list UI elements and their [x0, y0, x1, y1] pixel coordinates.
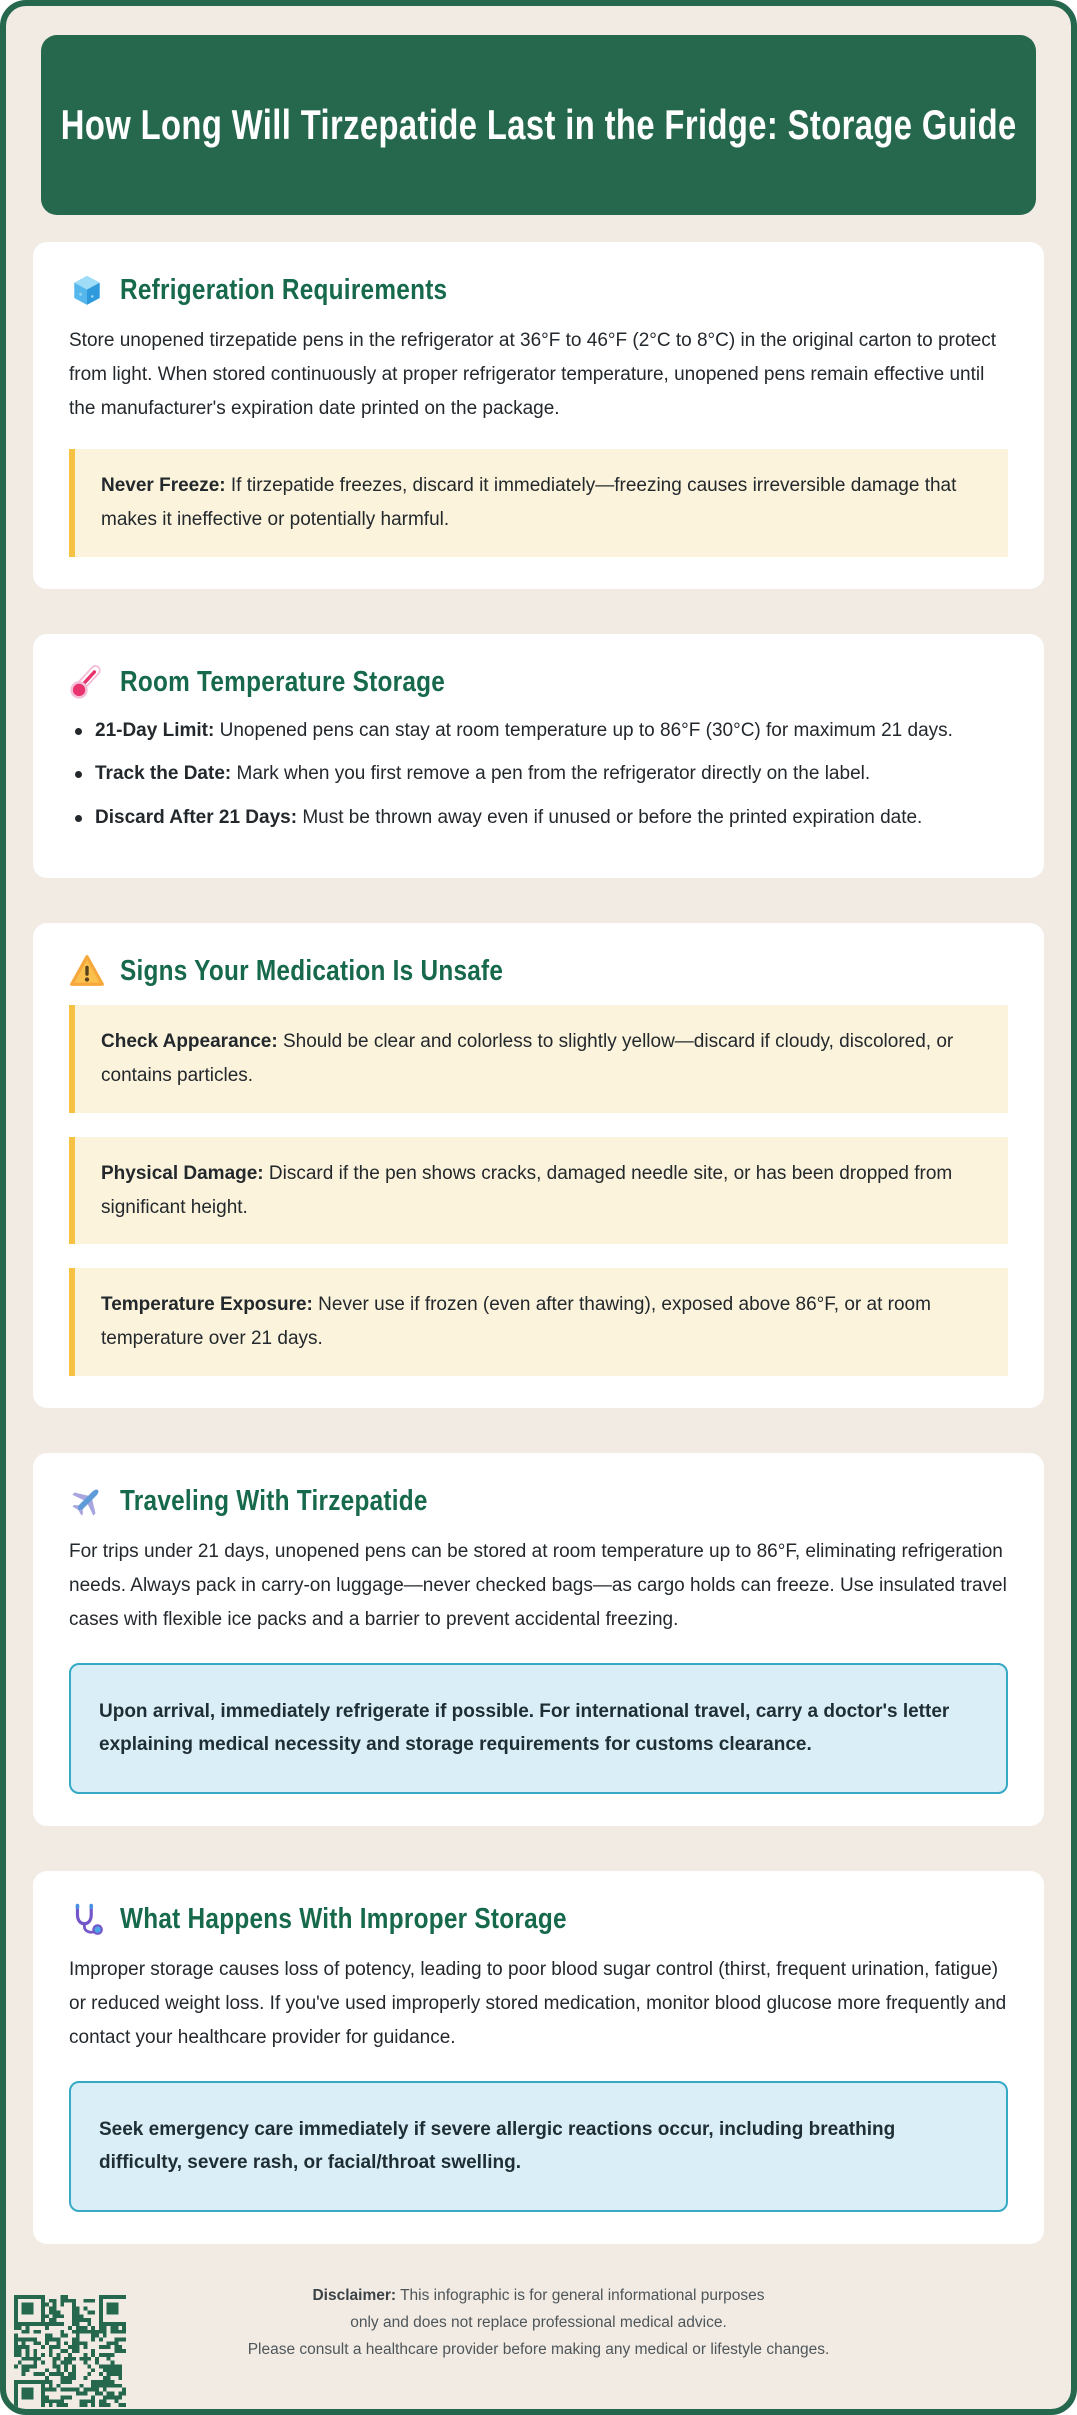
warning-callout: [69, 1137, 1008, 1245]
disclaimer-lead: Disclaimer:: [312, 2287, 397, 2305]
warning-callout: [69, 1005, 1008, 1113]
info-callout: Upon arrival, immediately refrigerate if possible. For international travel, carry a doctor's letter explaining medical necessity and storage requirements for customs clearance.: [69, 1663, 1008, 1795]
stethoscope-icon: [69, 1901, 105, 1937]
section-paragraph: For trips under 21 days, unopened pens can be stored at room temperature up to 86°F, eliminating refrigeration needs. Always pack in carry-on luggage—never checked bags—as cargo holds can freeze. Use insulated travel cases with flexible ice packs and a barrier to prevent accidental freezing.: [69, 1541, 1007, 1630]
qr-code: [14, 2295, 126, 2407]
warning-lead: Temperature Exposure:: [101, 1294, 313, 1316]
card-heading: [69, 664, 1008, 700]
disclaimer-line: only and does not replace professional medical advice.: [350, 2314, 727, 2332]
warning-callout: [69, 1268, 1008, 1376]
warning-text: Should be clear and colorless to slightly yellow—discard if cloudy, discolored, or contains particles.: [101, 1031, 954, 1087]
list-item: [69, 803, 1008, 833]
disclaimer: [159, 2244, 919, 2363]
info-callout: Seek emergency care immediately if severe allergic reactions occur, including breathing difficulty, severe rash, or facial/throat swelling.: [69, 2081, 1008, 2213]
section-title: Traveling With Tirzepatide: [120, 1484, 428, 1517]
warning-text: Never use if frozen (even after thawing), exposed above 86°F, or at room temperature over 21 days.: [101, 1294, 931, 1350]
section-paragraph: Improper storage causes loss of potency, leading to poor blood sugar control (thirst, frequent urination, fatigue) or reduced weight loss. If you've used improperly stored medication, monitor blood glucose more frequently and contact your healthcare provider for guidance.: [69, 1959, 1007, 2048]
card-signs-medication-unsafe: [33, 923, 1044, 1408]
warning-icon: [69, 953, 105, 989]
thermometer-icon: [69, 664, 105, 700]
card-refrigeration-requirements: [33, 242, 1044, 589]
card-improper-storage: [33, 1871, 1044, 2244]
bullet-text: Unopened pens can stay at room temperature up to 86°F (30°C) for maximum 21 days.: [219, 720, 953, 742]
page-title: How Long Will Tirzepatide Last in the Fridge: Storage Guide: [60, 101, 1017, 148]
warning-lead: Never Freeze:: [101, 475, 226, 497]
ice-cube-icon: [69, 272, 105, 308]
card-heading: [69, 953, 1008, 989]
card-heading: [69, 1483, 1008, 1519]
section-paragraph: Store unopened tirzepatide pens in the refrigerator at 36°F to 46°F (2°C to 8°C) in the original carton to protect from light. When stored continuously at proper refrigerator temperature, unopened pens remain effective until the manufacturer's expiration date printed on the package.: [69, 330, 997, 419]
card-heading: [69, 272, 1008, 308]
header-banner: [41, 35, 1036, 215]
bullet-lead: 21-Day Limit:: [95, 720, 215, 742]
disclaimer-line: [159, 2282, 919, 2309]
section-title: Refrigeration Requirements: [120, 273, 448, 306]
warning-lead: Physical Damage:: [101, 1162, 264, 1184]
section-title: Room Temperature Storage: [120, 665, 446, 698]
warning-text: Discard if the pen shows cracks, damaged needle site, or has been dropped from significant height.: [101, 1162, 953, 1218]
footer: [6, 2244, 1071, 2409]
bullet-lead: Track the Date:: [95, 763, 232, 785]
section-title: What Happens With Improper Storage: [120, 1902, 567, 1935]
section-title: Signs Your Medication Is Unsafe: [120, 954, 504, 987]
warning-callout: [69, 449, 1008, 557]
warning-text: If tirzepatide freezes, discard it immediately—freezing causes irreversible damage that makes it ineffective or potentially harmful.: [101, 475, 957, 531]
list-item: [69, 716, 1008, 746]
list-item: [69, 759, 1008, 789]
bullet-lead: Discard After 21 Days:: [95, 806, 298, 828]
disclaimer-line: Please consult a healthcare provider before making any medical or lifestyle changes.: [247, 2341, 830, 2359]
bullet-text: Mark when you first remove a pen from the refrigerator directly on the label.: [236, 763, 871, 785]
storage-rules-list: [69, 716, 1008, 833]
card-room-temperature-storage: [33, 634, 1044, 878]
warning-lead: Check Appearance:: [101, 1031, 278, 1053]
card-heading: [69, 1901, 1008, 1937]
disclaimer-text: This infographic is for general informational purposes: [400, 2287, 765, 2305]
airplane-icon: [69, 1483, 105, 1519]
card-traveling: [33, 1453, 1044, 1826]
bullet-text: Must be thrown away even if unused or before the printed expiration date.: [302, 806, 923, 828]
